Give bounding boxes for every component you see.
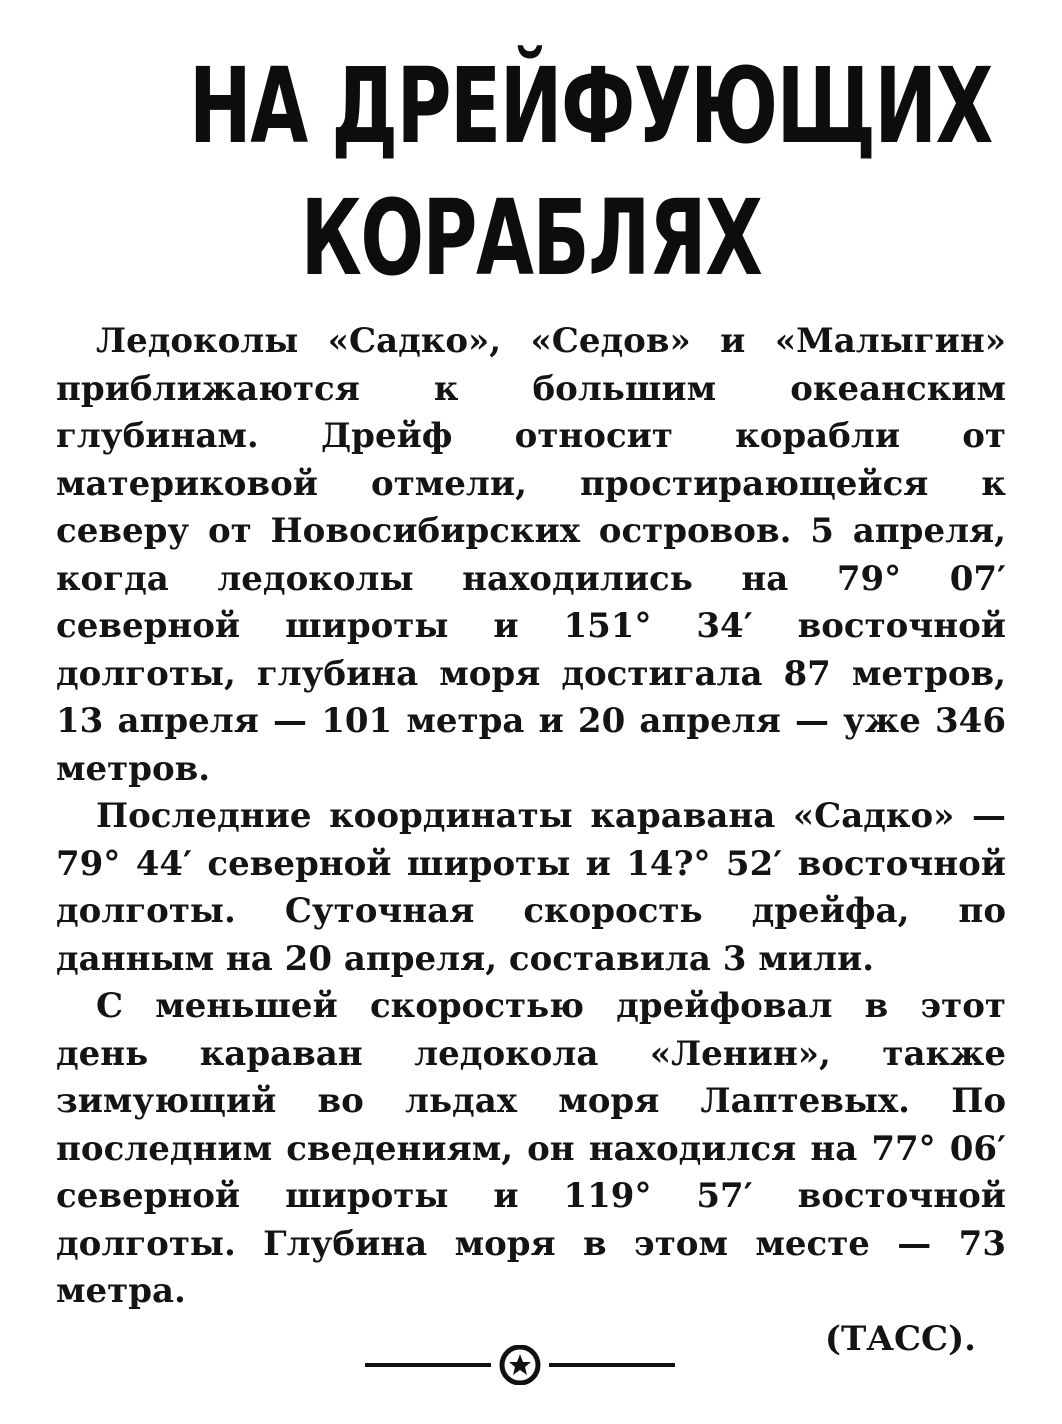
- agency-signature: (ТАСС).: [824, 1318, 976, 1359]
- headline-line-1: НА ДРЕЙФУЮЩИХ: [189, 45, 992, 167]
- article-body: [56, 318, 1006, 1363]
- paragraph-1: Ледоколы «Садко», «Седов» и «Малыгин» приближаются к большим океанским глубинам. Дрейф относит корабли от материковой отмели, простирающейся к северу от Новосибирских островов. 5 апреля, когда ледоколы находились на 79° 07′ северной широты и 151° 34′ восточной долготы, глубина моря достигала 87 метров, 13 апреля — 101 метра и 20 апреля — уже 346 метров.: [56, 321, 1006, 789]
- paragraph-3: С меньшей скоростью дрейфовал в этот день караван ледокола «Ленин», также зимующий во льдах моря Лаптевых. По последним сведениям, он находился на 77° 06′ северной широты и 119° 57′ восточной долготы. Глубина моря в этом месте — 73 метра.: [56, 986, 1006, 1311]
- star-ornament-icon: [365, 1345, 675, 1385]
- paragraph-2: Последние координаты каравана «Садко» — 79° 44′ северной широты и 14?° 52′ восточной долготы. Суточная скорость дрейфа, по данным на 20 апреля, составила 3 мили.: [56, 796, 1006, 979]
- last-paragraph-block: [56, 983, 1006, 1316]
- newspaper-clipping: [56, 40, 1006, 1363]
- headline-line-2: КОРАБЛЯХ: [300, 177, 762, 299]
- headline: [189, 40, 992, 304]
